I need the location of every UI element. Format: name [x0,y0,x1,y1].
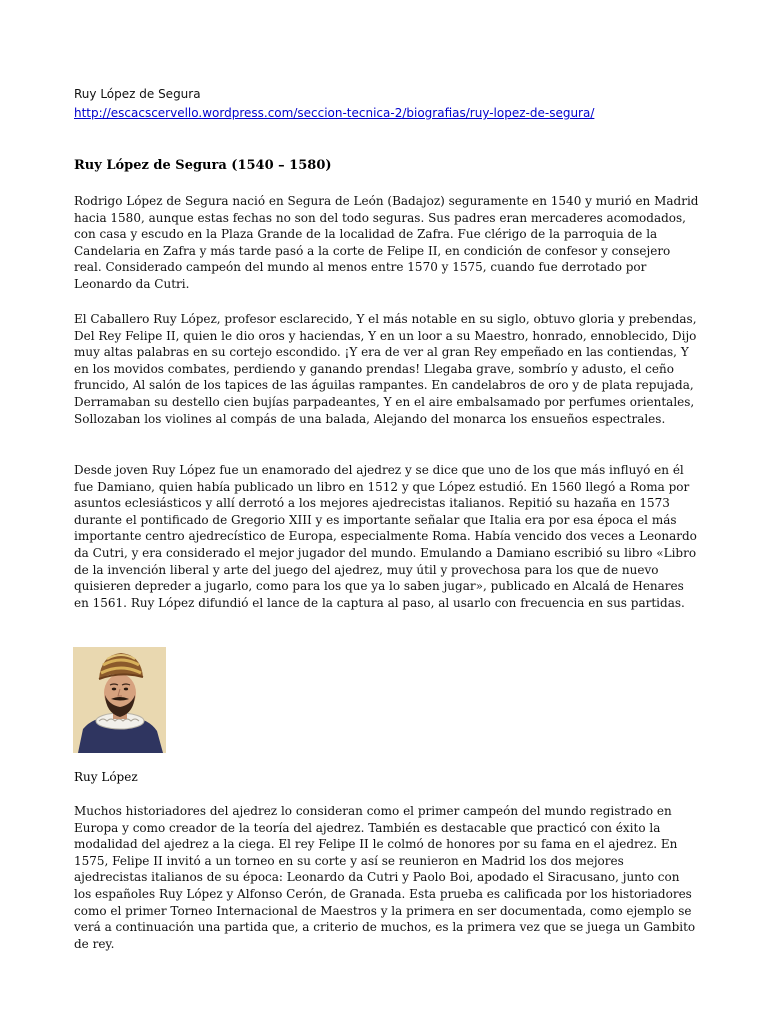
paragraph-youth: Desde joven Ruy López fue un enamorado del ajedrez y se dice que uno de los que más influyó en él fue Damiano, quien había publicado un libro en 1512 y que López estudió. En 1560 llegó a Roma por asuntos eclesiásticos y allí derrotó a los mejores ajedrecistas italianos. Repitió su hazaña en 1573 durante el pontificado de Gregorio XIII y es importante señalar que Italia era por esa época el más importante centro ajedrecístico de Europa, especialmente Roma. Había vencido dos veces a Leonardo da Cutri, y era considerado el mejor jugador del mundo. Emulando a Damiano escribió su libro «Libro de la invención liberal y arte del juego del ajedrez, muy útil y provechosa para los que de nuevo quisieren depreder a jugarlo, como para los que ya lo saben jugar», publicado en Alcalá de Henares en 1561. Ruy López difundió el lance de la captura al paso, al usarlo con frecuencia en sus partidas. [74,463,697,610]
paragraph-intro: Rodrigo López de Segura nació en Segura de León (Badajoz) seguramente en 1540 y murió en Madrid hacia 1580, aunque estas fechas no son del todo seguras. Sus padres eran mercaderes acomodados, con casa y escudo en la Plaza Grande de la localidad de Zafra. Fue clérigo de la parroquia de la Candelaria en Zafra y más tarde pasó a la corte de Felipe II, en condición de confesor y consejero real. Considerado campeón del mundo al menos entre 1570 y 1575, cuando fue derrotado por Leonardo da Cutri. [74,194,699,291]
portrait-caption: Ruy López [74,770,138,784]
portrait-image [73,647,166,753]
source-title: Ruy López de Segura [74,87,201,101]
paragraph-poem: El Caballero Ruy López, profesor esclarecido, Y el más notable en su siglo, obtuvo gloria y prebendas, Del Rey Felipe II, quien le dio oros y haciendas, Y en un loor a su Maestro, honrado, ennoblecido, Dijo muy altas palabras en su cortejo escondido. ¡Y era de ver al gran Rey empeñado en las contiendas, Y en los movidos combates, perdiendo y ganando prendas! Llegaba grave, sombrío y adusto, el ceño fruncido, Al salón de los tapices de las águilas rampantes. En candelabros de oro y de plata repujada, Derramaban su destello cien bujías parpadeantes, Y en el aire embalsamado por perfumes orientales, Sollozaban los violines al compás de una balada, Alejando del monarca los ensueños espectrales. [74,312,697,426]
paragraph-legacy: Muchos historiadores del ajedrez lo consideran como el primer campeón del mundo registrado en Europa y como creador de la teoría del ajedrez. También es destacable que practicó con éxito la modalidad del ajedrez a la ciega. El rey Felipe II le colmó de honores por su fama en el ajedrez. En 1575, Felipe II invitó a un torneo en su corte y así se reunieron en Madrid los dos mejores ajedrecistas italianos de su época: Leonardo da Cutri y Paolo Boi, apodado el Siracusano, junto con los españoles Ruy López y Alfonso Cerón, de Granada. Esta prueba es calificada por los historiadores como el primer Torneo Internacional de Maestros y la primera en ser documentada, como ejemplo se verá a continuación una partida que, a criterio de muchos, es la primera vez que se juega un Gambito de rey. [74,804,696,951]
article-title: Ruy López de Segura (1540 – 1580) [74,158,332,173]
source-link[interactable]: http://escacscervello.wordpress.com/seccion-tecnica-2/biografias/ruy-lopez-de-segura/ [74,106,595,120]
